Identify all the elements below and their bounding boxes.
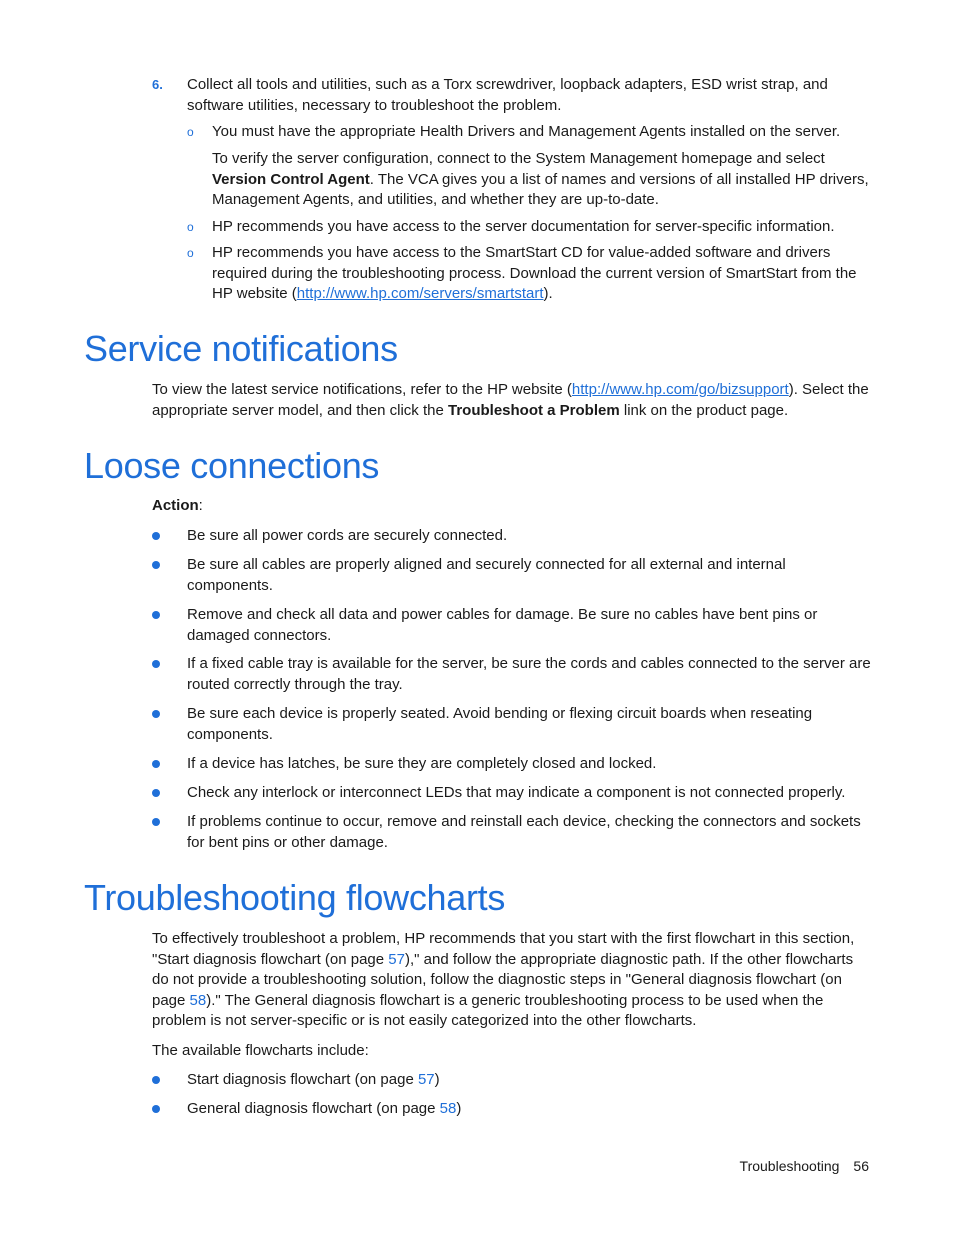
sub-item-health-drivers: You must have the appropriate Health Drivers and Management Agents installed on the server. [212,123,841,140]
sub-item-smartstart [212,243,872,305]
bullet-dot [152,760,160,768]
smartstart-post: ). [543,285,553,302]
flow-text-b: )," and follow the appropriate diagnostic path. If the other flowcharts do not provide a troubleshooting solution, follow the diagnostic steps in "General diagnosis flowchart (on page [152,950,854,1009]
bullet-dot [152,710,160,718]
step-6-text: Collect all tools and utilities, such as a Torx screwdriver, loopback adapters, ESD wrist strap, and software utilities, necessary to troubleshoot the problem. [187,76,828,114]
list-item-close: ) [434,1071,440,1088]
list-item [187,1070,872,1091]
flow-text-a: To effectively troubleshoot a problem, HP recommends that you start with the first flowchart in this section, "Start diagnosis flowchart (on page [152,930,855,968]
bullet-dot [152,818,160,826]
list-item: Be sure all cables are properly aligned and securely connected for all external and internal components. [187,556,786,594]
step-number: 6. [152,77,163,92]
service-post: link on the product page. [619,401,789,419]
list-item: Check any interlock or interconnect LEDs that may indicate a component is not connected properly. [187,784,846,801]
list-item: Be sure all power cords are securely connected. [187,527,508,544]
list-item: If a device has latches, be sure they are completely closed and locked. [187,755,657,772]
heading-service-notifications: Service notifications [84,328,398,369]
service-paragraph [152,380,872,421]
bullet-dot [152,1105,160,1113]
footer-page-number: 56 [853,1158,869,1174]
list-item: If a fixed cable tray is available for the server, be sure the cords and cables connected to the server are routed correctly through the tray. [187,655,871,693]
vca-pre: To verify the server configuration, connect to the System Management homepage and select [212,150,825,167]
heading-loose-connections: Loose connections [84,445,380,486]
troubleshoot-bold: Troubleshoot a Problem [448,401,620,419]
list-item [187,1099,872,1120]
action-label-line [152,496,203,517]
list-item: Remove and check all data and power cables for damage. Be sure no cables have bent pins or damaged connectors. [187,606,818,644]
list-item-text: Start diagnosis flowchart (on page [187,1071,418,1088]
page-footer [740,1158,869,1174]
service-pre: To view the latest service notifications, refer to the HP website ( [152,381,572,398]
smartstart-pre: HP recommends you have access to the SmartStart CD for value-added software and drivers required during the troubleshooting process. Download the current version of SmartStart from the HP website ( [212,244,857,302]
sub-item-server-docs: HP recommends you have access to the server documentation for server-specific information. [212,218,835,235]
sub-bullet-marker: o [187,125,194,139]
page-ref-link[interactable]: 58 [189,991,207,1009]
list-item-text: General diagnosis flowchart (on page [187,1100,440,1117]
bullet-dot [152,789,160,797]
footer-section: Troubleshooting [739,1158,840,1174]
bullet-dot [152,611,160,619]
page-ref-link[interactable]: 57 [417,1071,435,1088]
bullet-dot [152,660,160,668]
page-ref-link[interactable]: 57 [388,950,405,968]
action-label: Action [152,497,199,514]
heading-troubleshooting-flowcharts: Troubleshooting flowcharts [84,877,506,918]
list-item: If problems continue to occur, remove and reinstall each device, checking the connectors and sockets for bent pins or other damage. [187,813,861,851]
sub-bullet-marker: o [187,246,194,260]
vca-bold-term: Version Control Agent [212,170,370,188]
list-item: Be sure each device is properly seated. Avoid bending or flexing circuit boards when reseating components. [187,705,813,743]
sub-bullet-marker: o [187,220,194,234]
action-colon: : [198,497,203,514]
flowcharts-intro-paragraph [152,929,872,1032]
page-ref-link[interactable]: 58 [439,1100,457,1117]
smartstart-link[interactable]: http://www.hp.com/servers/smartstart [296,285,544,302]
bizsupport-link[interactable]: http://www.hp.com/go/bizsupport [571,381,789,398]
flowcharts-available-label: The available flowcharts include: [152,1042,369,1059]
bullet-dot [152,532,160,540]
service-mid: ). Select the appropriate server model, and then click the [152,381,869,419]
list-item-close: ) [456,1100,462,1117]
vca-paragraph [212,149,872,211]
bullet-dot [152,1076,160,1084]
vca-post: . The VCA gives you a list of names and versions of all installed HP drivers, Management Agents, and utilities, and whether they are up-to-date. [212,170,869,208]
bullet-dot [152,561,160,569]
flow-text-c: )." The General diagnosis flowchart is a generic troubleshooting process to be used when the problem is not server-specific or is not easily categorized into the other flowcharts. [152,991,824,1029]
